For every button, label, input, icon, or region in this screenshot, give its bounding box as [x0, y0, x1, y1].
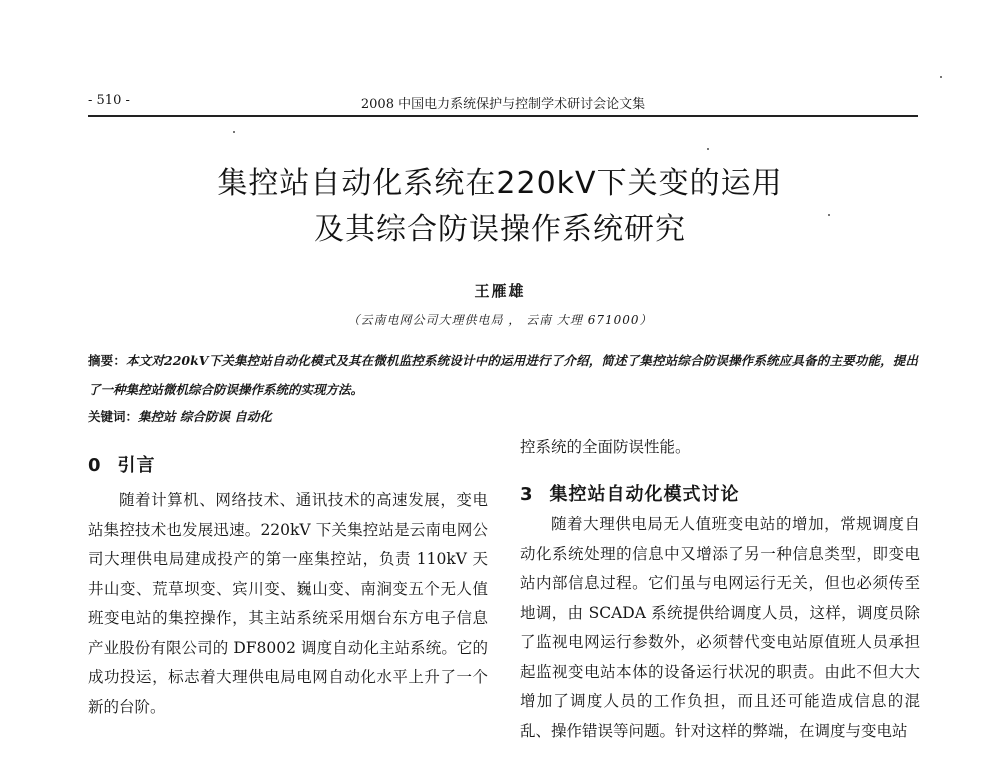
- section-0-title: 引言: [117, 455, 156, 476]
- section-0-number: 0: [88, 455, 102, 476]
- section-0-heading: [88, 451, 156, 477]
- author-affiliation: （云南电网公司大理供电局 ， 云南 大理 671000）: [347, 313, 653, 327]
- section-3-title: 集控站自动化模式讨论: [549, 484, 740, 505]
- section-3-heading: [520, 480, 740, 506]
- paper-title-line-2: 及其综合防误操作系统研究: [314, 212, 686, 247]
- paper-title-line-1: 集控站自动化系统在220kV下关变的运用: [217, 166, 783, 201]
- section-3-paragraph: 随着大理供电局无人值班变电站的增加，常规调度自动化系统处理的信息中又增添了另一种信息类型，即变电站内部信息过程。它们虽与电网运行无关，但也必须传至地调，由 SCADA 系统提供给调度人员，这样，调度员除了监视电网运行参数外，必须替代变电站原值班人员承担起监视变电站本体的设备运行状况的职责。由此不但大大增加了调度人员的工作负担，而且还可能造成信息的混乱、操作错误等问题。针对这样的弊端，在调度与变电站: [520, 515, 920, 740]
- header-rule: [88, 115, 918, 117]
- scan-speck: [940, 76, 942, 78]
- keywords: [88, 407, 918, 425]
- section-0-paragraph: 随着计算机、网络技术、通讯技术的高速发展，变电站集控技术也发展迅速。220kV 下关集控站是云南电网公司大理供电局建成投产的第一座集控站，负责 110kV 天井山变、荒草坝变、宾川变、巍山变、南涧变五个无人值班变电站的集控操作，其主站系统采用烟台东方电子信息产业股份有限公司的 DF8002 调度自动化主站系统。它的成功投运，标志着大理供电局电网自动化水平上升了一个新的台阶。: [88, 491, 488, 716]
- scan-speck: [828, 214, 830, 216]
- running-header: [88, 90, 918, 112]
- keywords-text: 集控站 综合防误 自动化: [138, 409, 272, 424]
- author-name: 王雁雄: [474, 282, 526, 300]
- scan-speck: [707, 148, 709, 150]
- keywords-label: 关键词：: [88, 409, 139, 424]
- right-column-continuation: 控系统的全面防误性能。: [520, 438, 691, 456]
- page-number: - 510 -: [88, 93, 130, 108]
- abstract: [88, 346, 918, 404]
- abstract-text: 本文对220kV下关集控站自动化模式及其在微机监控系统设计中的运用进行了介绍，简述了集控站综合防误操作系统应具备的主要功能，提出了一种集控站微机综合防误操作系统的实现方法。: [88, 353, 918, 397]
- section-3-number: 3: [520, 484, 534, 505]
- abstract-label: 摘要：: [88, 353, 127, 368]
- journal-title: 2008 中国电力系统保护与控制学术研讨会论文集: [360, 97, 646, 112]
- scan-speck: [233, 131, 235, 133]
